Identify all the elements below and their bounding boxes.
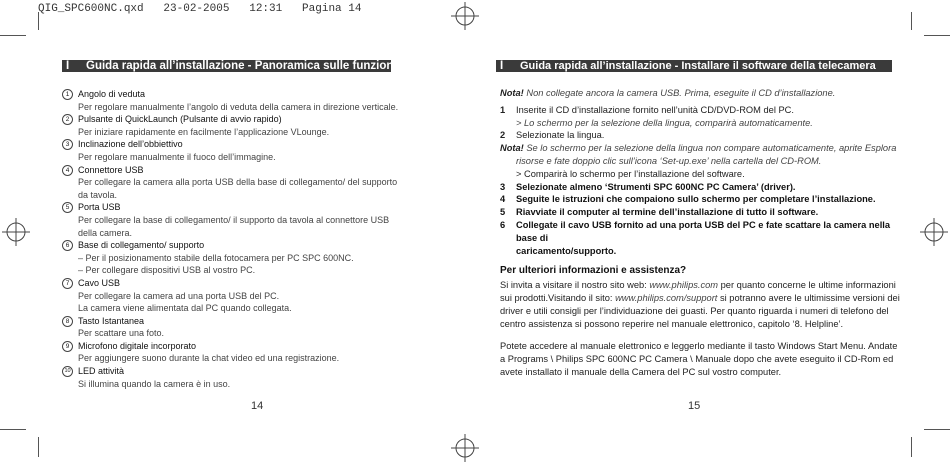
number-badge: 8 [62,316,73,327]
crop-mark [924,35,950,36]
item-heading: Inclinazione dell’obbiettivo [78,139,183,150]
number-badge: 3 [62,139,73,150]
website-link[interactable]: www.philips.com [649,280,719,291]
item-description: Per collegare la base di collegamento/ il supporto da tavola al connettore USB della camera. [78,214,390,238]
list-item [62,88,402,113]
page-number: 15 [688,400,701,412]
note-label: Nota! [500,143,524,154]
step-item [500,193,900,206]
item-heading: Cavo USB [78,277,121,288]
step-text: Inserite il CD d’installazione fornito nell’unità CD/DVD-ROM del PC. [516,104,794,115]
note [500,87,900,100]
note-text-continued: risorse e fate doppio clic sull’icona ‘Set-up.exe’ nella cartella del CD-ROM. [516,155,822,166]
list-item [62,239,402,277]
item-description: – Per il posizionamento stabile della fotocamera per PC SPC 600NC. [78,252,354,263]
item-description: Si illumina quando la camera è in uso. [78,378,231,389]
step-number: 1 [500,104,506,115]
number-badge: 5 [62,202,73,213]
step-text: Selezionate almeno ‘Strumenti SPC 600NC PC Camera’ (driver). [516,181,796,192]
item-description: Per regolare manualmente il fuoco dell’immagine. [78,151,276,162]
support-link[interactable]: www.philips.com/support [615,292,718,303]
note-text: Non collegate ancora la camera USB. Prima, eseguite il CD d’installazione. [523,88,836,98]
section-header-left [62,60,397,72]
list-item [62,201,402,239]
section-number: I [66,60,70,72]
item-description: Per collegare la camera alla porta USB della base di collegamento/ del supporto da tavola. [78,177,398,200]
crop-mark [0,35,26,36]
number-badge: 4 [62,165,73,176]
step-number: 6 [500,219,506,230]
item-description: La camera viene alimentata dal PC quando collegata. [78,303,292,314]
paragraph [500,279,900,330]
section-number: I [500,60,504,72]
crop-mark [911,437,912,457]
registration-mark-icon [451,434,479,462]
list-item [62,138,402,163]
step-text: Seguite le istruzioni che compaiono sullo schermo per completare l’installazione. [516,194,876,205]
step-item [500,104,900,130]
number-badge: 2 [62,114,73,125]
item-description: Per scattare una foto. [78,328,165,339]
item-description: Per regolare manualmente l’angolo di veduta della camera in direzione verticale. [78,101,399,112]
list-item [62,365,402,390]
item-heading: Connettore USB [78,164,144,175]
number-badge: 10 [62,366,73,377]
section-title: Guida rapida all’installazione - Panoramica sulle funzioni [86,60,397,72]
crop-mark [911,12,912,30]
section-header-right [496,60,892,72]
crop-mark [924,429,950,430]
print-slug: QIG_SPC600NC.qxd 23-02-2005 12:31 Pagina 14 [38,3,362,15]
item-heading: Microfono digitale incorporato [78,340,197,351]
install-instructions [500,87,900,379]
item-heading: Angolo di veduta [78,89,146,99]
number-badge: 1 [62,89,73,100]
crop-mark [38,437,39,457]
item-heading: Tasto Istantanea [78,315,145,326]
item-heading: LED attività [78,366,125,377]
item-description: Per iniziare rapidamente en facilmente l’applicazione VLounge. [78,126,330,137]
paragraph-text: si potranno avere le ultimissime versioni dei driver e utili consigli per l’individuazione dei guasti. Per quanto riguarda i numeri di telefono del centro assistenza si possono reperire nel manuale elettronico, capitolo ‘8. Helpline’. [500,292,900,329]
paragraph-text: per quanto concerne le ultime informazioni sui prodotti.Visitando il sito: [500,280,896,303]
feature-list [62,88,402,390]
number-badge: 7 [62,278,73,289]
page-number: 14 [251,400,264,412]
registration-mark-icon [451,2,479,30]
step-item [500,219,900,257]
subheading: Per ulteriori informazioni e assistenza? [500,265,687,277]
step-item [500,181,900,194]
list-item [62,340,402,365]
step-text: Selezionate la lingua. [516,130,605,141]
step-text: Riavviate il computer al termine dell’installazione di tutto il software. [516,207,819,218]
list-item [62,113,402,138]
item-description: – Per collegare dispositivi USB al vostro PC. [78,265,256,276]
number-badge: 9 [62,341,73,352]
step-number: 5 [500,207,506,218]
number-badge: 6 [62,240,73,251]
step-text-continued: caricamento/supporto. [516,245,617,256]
registration-mark-icon [2,218,30,246]
item-heading: Porta USB [78,202,121,213]
note [500,142,900,155]
note-text: Se lo schermo per la selezione della lingua non compare automaticamente, aprite Esplora [523,143,897,154]
section-title: Guida rapida all’installazione - Installare il software della telecamera [520,60,876,72]
crop-mark [38,12,39,30]
step-result: > Lo schermo per la selezione della lingua, comparirà automaticamente. [516,117,813,128]
item-description: Per aggiungere suono durante la chat video ed una registrazione. [78,353,340,364]
step-item [500,129,900,142]
step-number: 3 [500,181,506,192]
list-item [62,277,402,315]
item-heading: Base di collegamento/ supporto [78,240,205,251]
list-item [62,164,402,202]
step-item [500,206,900,219]
step-text: Collegate il cavo USB fornito ad una porta USB del PC e fate scattare la camera nella base di [516,219,891,243]
item-heading: Pulsante di QuickLaunch (Pulsante di avvio rapido) [78,114,282,125]
paragraph: Potete accedere al manuale elettronico e leggerlo mediante il tasto Windows Start Menu. Andate a Programs \ Philips SPC 600NC PC Camera \ Manuale dopo che avete eseguito il CD-Rom ed avete installato il manuale della Camera del PC sul vostro computer. [500,341,898,377]
step-number: 4 [500,194,506,205]
step-number: 2 [500,130,506,141]
paragraph-text: Si invita a visitare il nostro sito web: [500,280,650,291]
step-result: > Comparirà lo schermo per l’installazione del software. [516,168,745,179]
note-label: Nota! [500,88,524,98]
list-item [62,315,402,340]
crop-mark [0,429,26,430]
registration-mark-icon [920,218,948,246]
item-description: Per collegare la camera ad una porta USB del PC. [78,290,280,301]
